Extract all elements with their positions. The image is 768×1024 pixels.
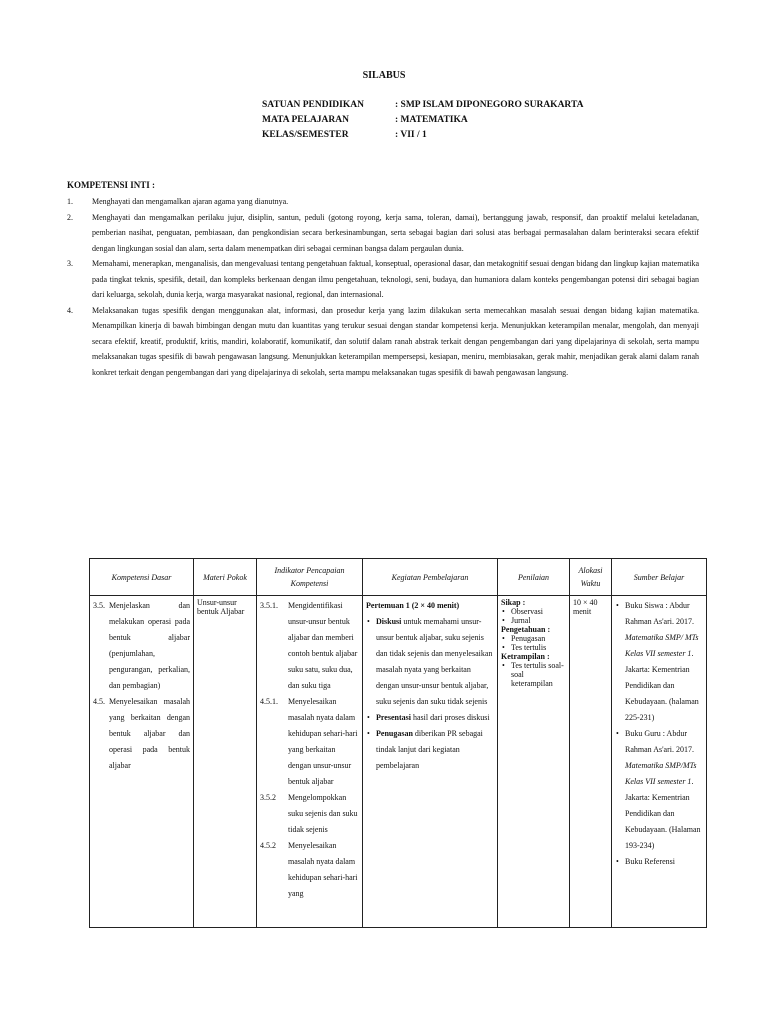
ki-number: 4. (67, 305, 73, 315)
info-row-mapel (262, 115, 583, 130)
ki-number: 3. (67, 259, 73, 268)
kd-number: 3.5. (93, 601, 105, 610)
info-label: SATUAN PENDIDIKAN (262, 100, 364, 110)
indikator-item (260, 694, 359, 790)
cell-alokasi-waktu (570, 596, 612, 928)
kegiatan-item (376, 614, 494, 710)
indikator-number: 4.5.2 (260, 841, 276, 850)
cell-kegiatan (363, 596, 498, 928)
ki-number: 2. (67, 212, 73, 222)
header-kompetensi-dasar: Kompetensi Dasar (90, 559, 194, 596)
penilaian-label: Pengetahuan : (501, 625, 551, 634)
kd-number: 4.5. (93, 697, 105, 706)
sumber-text: Buku Referensi (625, 857, 675, 866)
alokasi-text: 10 × 40 menit (573, 598, 598, 616)
ki-item (67, 303, 699, 381)
kegiatan-activity: Diskusi (376, 617, 402, 626)
header-penilaian: Penilaian (498, 559, 570, 596)
indikator-item (260, 598, 359, 694)
info-value: : SMP ISLAM DIPONEGORO SURAKARTA (395, 100, 584, 110)
kegiatan-description: untuk memahami unsur-unsur bentuk aljabar, suku sejenis dan tidak sejenis dan menyelesaikan masalah nyata yang berkaitan dengan unsur-unsur bentuk aljabar, suku sejenis dan suku tidak sejenis (376, 617, 493, 706)
info-value: : VII / 1 (395, 130, 427, 140)
kd-item (93, 694, 190, 774)
silabus-table (89, 558, 707, 928)
penilaian-label: Sikap : (501, 598, 526, 607)
indikator-number: 4.5.1. (260, 697, 278, 706)
table-row (90, 596, 707, 928)
header-materi-pokok: Materi Pokok (194, 559, 257, 596)
header-sumber-belajar: Sumber Belajar (612, 559, 707, 596)
kompetensi-inti-list (67, 194, 699, 380)
kegiatan-item (376, 726, 494, 774)
indikator-text: Mengidentifikasi unsur-unsur bentuk aljabar dan memberi contoh bentuk aljabar suku satu, suku dua, dan suku tiga (288, 601, 358, 690)
info-row-kelas (262, 130, 583, 145)
penilaian-item: • Tes tertulis (511, 643, 566, 652)
kegiatan-description: diberikan PR sebagai tindak lanjut dari kegiatan pembelajaran (376, 729, 483, 770)
cell-materi-pokok (194, 596, 257, 928)
ki-text: Menghayati dan mengamalkan perilaku jujur, disiplin, santun, peduli (gotong royong, kerja sama, toleran, damai), bertanggung jawab, responsif, dan proaktif melalui keteladanan, pemberian nasihat, penguatan, pembiasaan, dan pengkondisian secara berkesinambungan, serta sebagai bagian dari solusi atas berbagai permasalahan dalam berinteraksi secara efektif dengan lingkungan sosial dan alam, serta dalam menempatkan diri sebagai cerminan bangsa dalam pergaulan dunia. (92, 212, 699, 253)
cell-penilaian (498, 596, 570, 928)
ki-number: 1. (67, 197, 73, 206)
header-alokasi-waktu: Alokasi Waktu (570, 559, 612, 596)
sumber-text: Buku Guru : Abdur Rahman As'ari. 2017. (625, 729, 694, 754)
kegiatan-activity: Penugasan (376, 729, 413, 738)
ki-item (67, 210, 699, 257)
ki-item (67, 194, 699, 210)
kd-item (93, 598, 190, 694)
ki-item (67, 256, 699, 303)
sumber-book-title: Matematika SMP/ MTs Kelas VII semester 1 (625, 633, 699, 658)
penilaian-label: Ketrampilan : (501, 652, 550, 661)
sumber-item (625, 598, 703, 726)
kegiatan-item (376, 710, 494, 726)
ki-text: Memahami, menerapkan, menganalisis, dan mengevaluasi tentang pengetahuan faktual, konseptual, operasional dasar, dan metakognitif sesuai dengan bidang dan lingkup kajian matematika pada tingkat teknis, spesifik, detail, dan kompleks berkenaan dengan ilmu pengetahuan, teknologi, seni, budaya, dan humaniora dalam konteks pengembangan potensi diri sebagai bagian dari keluarga, sekolah, dunia kerja, warga masyarakat nasional, regional, dan internasional. (92, 259, 699, 299)
penilaian-list (501, 661, 566, 688)
table-header-row (90, 559, 707, 596)
indikator-number: 3.5.2 (260, 793, 276, 802)
ki-text: Melaksanakan tugas spesifik dengan menggunakan alat, informasi, dan prosedur kerja yang lazim dilakukan serta memecahkan masalah sesuai dengan bidang kajian matematika. Menampilkan kinerja di bawah bimbingan dengan mutu dan kuantitas yang terukur sesuai dengan standar kompetensi kerja. Menunjukkan keterampilan menalar, mengolah, dan menyaji secara efektif, kreatif, produktif, kritis, mandiri, kolaboratif, komunikatif, dan solutif dalam ranah abstrak terkait dengan pengembangan dari yang dipelajarinya di sekolah, serta mampu melaksanakan tugas spesifik di bawah pengawasan langsung. Menunjukkan keterampilan mempersepsi, kesiapan, meniru, membiasakan, gerak mahir, menjadikan gerak alami dalam ranah konkret terkait dengan pengembangan dari yang dipelajarinya di sekolah, serta mampu melaksanakan tugas spesifik di bawah pengawasan langsung. (92, 305, 699, 377)
sumber-text: Buku Siswa : Abdur Rahman As'ari. 2017. (625, 601, 694, 626)
sumber-text: . Jakarta: Kementrian Pendidikan dan Kebudayaan. (Halaman 193-234) (625, 777, 701, 850)
indikator-item (260, 790, 359, 838)
materi-text: Unsur-unsur bentuk Aljabar (197, 598, 245, 616)
indikator-item (260, 838, 359, 902)
sumber-book-title: Matematika SMP/MTs Kelas VII semester 1 (625, 761, 697, 786)
kd-text: Menyelesaikan masalah yang berkaitan dengan bentuk aljabar dan operasi pada bentuk aljabar (109, 697, 190, 770)
kegiatan-activity: Presentasi (376, 713, 411, 722)
info-label: KELAS/SEMESTER (262, 130, 349, 140)
info-row-satuan (262, 100, 583, 115)
sumber-item (625, 726, 703, 854)
kd-text: Menjelaskan dan melakukan operasi pada bentuk aljabar (penjumlahan, pengurangan, perkalian, dan pembagian) (109, 601, 190, 690)
indikator-text: Mengelompokkan suku sejenis dan suku tidak sejenis (288, 793, 358, 834)
penilaian-item: • Observasi (511, 607, 566, 616)
kegiatan-list (366, 614, 494, 774)
kegiatan-heading: Pertemuan 1 (2 × 40 menit) (366, 601, 460, 610)
kegiatan-description: hasil dari proses diskusi (410, 713, 490, 722)
info-label: MATA PELAJARAN (262, 115, 349, 125)
cell-kompetensi-dasar (90, 596, 194, 928)
header-kegiatan: Kegiatan Pembelajaran (363, 559, 498, 596)
penilaian-item: • Penugasan (511, 634, 566, 643)
cell-indikator (257, 596, 363, 928)
cell-sumber-belajar (612, 596, 707, 928)
ki-text: Menghayati dan mengamalkan ajaran agama yang dianutnya. (92, 197, 289, 206)
indikator-text: Menyelesaikan masalah nyata dalam kehidupan sehari-hari yang (288, 841, 358, 898)
sumber-list (615, 598, 703, 870)
penilaian-list (501, 634, 566, 652)
indikator-number: 3.5.1. (260, 601, 278, 610)
penilaian-item: • Jurnal (511, 616, 566, 625)
penilaian-list (501, 607, 566, 625)
indikator-text: Menyelesaikan masalah nyata dalam kehidupan sehari-hari yang berkaitan dengan unsur-unsur bentuk aljabar (288, 697, 358, 786)
kompetensi-inti-heading: KOMPETENSI INTI : (67, 180, 156, 190)
document-info (262, 100, 583, 145)
penilaian-item: • Tes tertulis soal-soal keterampilan (511, 661, 566, 688)
sumber-item (625, 854, 703, 870)
sumber-text: . Jakarta: Kementrian Pendidikan dan Kebudayaan. (halaman 225-231) (625, 649, 699, 722)
info-value: : MATEMATIKA (395, 115, 468, 125)
header-indikator: Indikator Pencapaian Kompetensi (257, 559, 363, 596)
document-title: SILABUS (362, 70, 406, 81)
